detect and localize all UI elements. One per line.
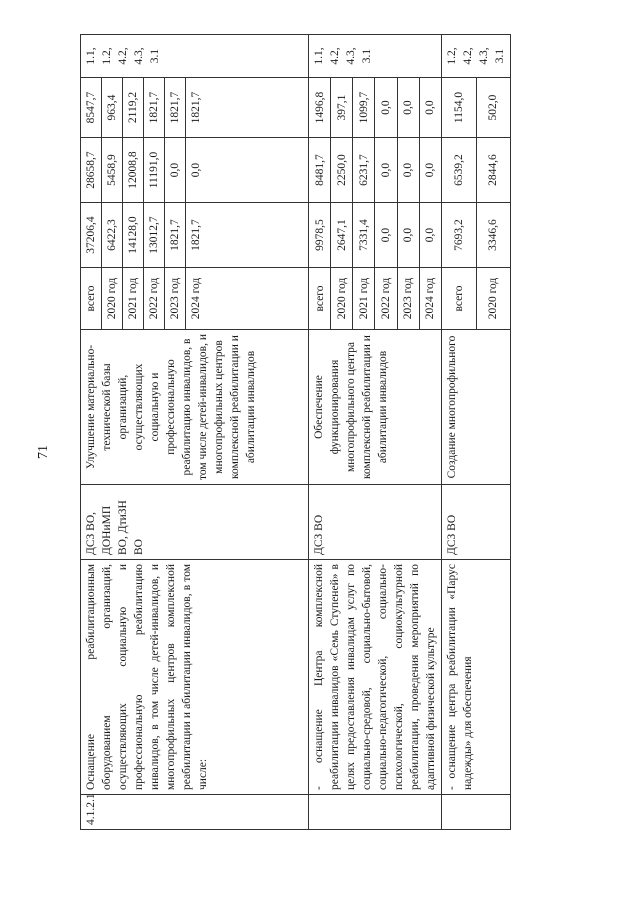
fed-cell: 0,0 bbox=[186, 138, 309, 203]
year-cell: 2022 год bbox=[144, 268, 165, 330]
total-cell: 37206,4 bbox=[81, 203, 102, 268]
total-cell: 7331,4 bbox=[353, 203, 375, 268]
fed-cell: 2844,6 bbox=[476, 138, 511, 203]
row-indicators: 1.1, 4.2, 4.3, 3.1 bbox=[309, 35, 442, 78]
total-cell: 1821,7 bbox=[165, 203, 186, 268]
row-executor: ДСЗ ВО bbox=[309, 485, 442, 560]
reg-cell: 0,0 bbox=[397, 78, 419, 138]
fed-cell: 6539,2 bbox=[442, 138, 477, 203]
total-cell: 0,0 bbox=[397, 203, 419, 268]
row-description: - оснащение Центра комплексной реабилитации инвалидов «Семь Ступеней» в целях предоставления инвалидам услуг по социально-средовой, социально-бытовой, социально-педагогической, социально-психологической, социокультурной реабилитации, проведения мероприятий по адаптивной физической культуре bbox=[309, 560, 442, 795]
year-cell: 2023 год bbox=[397, 268, 419, 330]
total-cell: 0,0 bbox=[375, 203, 397, 268]
fed-cell: 6231,7 bbox=[353, 138, 375, 203]
year-cell: 2020 год bbox=[331, 268, 353, 330]
reg-cell: 963,4 bbox=[102, 78, 123, 138]
row-executor: ДСЗ ВО, ДОНиМП ВО, ДтиЗН ВО bbox=[81, 485, 309, 560]
fed-cell: 2250,0 bbox=[331, 138, 353, 203]
fed-cell: 12008,8 bbox=[123, 138, 144, 203]
row-result: Создание многопрофильного bbox=[442, 330, 511, 485]
reg-cell: 502,0 bbox=[476, 78, 511, 138]
total-cell: 7693,2 bbox=[442, 203, 477, 268]
fed-cell: 0,0 bbox=[397, 138, 419, 203]
row-indicators: 1.2, 4.2, 4.3, 3.1 bbox=[442, 35, 511, 78]
reg-cell: 1821,7 bbox=[165, 78, 186, 138]
year-cell: 2021 год bbox=[123, 268, 144, 330]
row-description: Оснащение реабилитационным оборудованием организаций, осуществляющих социальную и профессиональную реабилитацию инвалидов, в том числе детей-инвалидов, и многопрофильных центров комплексной реабилитации и абилитации инвалидов, в том числе: bbox=[81, 560, 309, 795]
year-cell: 2023 год bbox=[165, 268, 186, 330]
reg-cell: 1154,0 bbox=[442, 78, 477, 138]
row-executor: ДСЗ ВО bbox=[442, 485, 511, 560]
year-cell: всего bbox=[81, 268, 102, 330]
row-result: Улучшение материально-технической базы организаций, осуществляющих социальную и профессиональную реабилитацию инвалидов, в том числе детей-инвалидов, и многопрофильных центров комплексной реабилитации и абилитации инвалидов bbox=[81, 330, 309, 485]
year-cell: 2020 год bbox=[102, 268, 123, 330]
fed-cell: 28658,7 bbox=[81, 138, 102, 203]
reg-cell: 0,0 bbox=[419, 78, 441, 138]
table-row bbox=[442, 35, 477, 830]
row-description: - оснащение центра реабилитации «Парус надежды» для обеспечения bbox=[442, 560, 511, 795]
year-cell: 2022 год bbox=[375, 268, 397, 330]
year-cell: всего bbox=[309, 268, 331, 330]
year-cell: 2024 год bbox=[186, 268, 309, 330]
total-cell: 9978,5 bbox=[309, 203, 331, 268]
reg-cell: 0,0 bbox=[375, 78, 397, 138]
fed-cell: 11191,0 bbox=[144, 138, 165, 203]
reg-cell: 2119,2 bbox=[123, 78, 144, 138]
reg-cell: 1099,7 bbox=[353, 78, 375, 138]
total-cell: 1821,7 bbox=[186, 203, 309, 268]
year-cell: всего bbox=[442, 268, 477, 330]
table-row bbox=[81, 35, 102, 830]
fed-cell: 0,0 bbox=[375, 138, 397, 203]
fed-cell: 0,0 bbox=[165, 138, 186, 203]
total-cell: 6422,3 bbox=[102, 203, 123, 268]
row-result: Обеспечение функционирования многопрофильного центра комплексной реабилитации и абилитации инвалидов bbox=[309, 330, 442, 485]
reg-cell: 8547,7 bbox=[81, 78, 102, 138]
row-code bbox=[442, 795, 511, 830]
row-code: 4.1.2.1 bbox=[81, 795, 309, 830]
page-number: 71 bbox=[36, 445, 51, 459]
reg-cell: 1821,7 bbox=[186, 78, 309, 138]
row-code bbox=[309, 795, 442, 830]
fed-cell: 8481,7 bbox=[309, 138, 331, 203]
total-cell: 13012,7 bbox=[144, 203, 165, 268]
year-cell: 2020 год bbox=[476, 268, 511, 330]
rotated-table-container bbox=[80, 35, 540, 830]
row-indicators: 1.1, 1.2, 4.2, 4.3, 3.1 bbox=[81, 35, 309, 78]
reg-cell: 1496,8 bbox=[309, 78, 331, 138]
year-cell: 2024 год bbox=[419, 268, 441, 330]
year-cell: 2021 год bbox=[353, 268, 375, 330]
total-cell: 0,0 bbox=[419, 203, 441, 268]
total-cell: 3346,6 bbox=[476, 203, 511, 268]
reg-cell: 397,1 bbox=[331, 78, 353, 138]
total-cell: 2647,1 bbox=[331, 203, 353, 268]
total-cell: 14128,0 bbox=[123, 203, 144, 268]
fed-cell: 5458,9 bbox=[102, 138, 123, 203]
fed-cell: 0,0 bbox=[419, 138, 441, 203]
table-row bbox=[309, 35, 331, 830]
program-table bbox=[80, 34, 511, 830]
reg-cell: 1821,7 bbox=[144, 78, 165, 138]
